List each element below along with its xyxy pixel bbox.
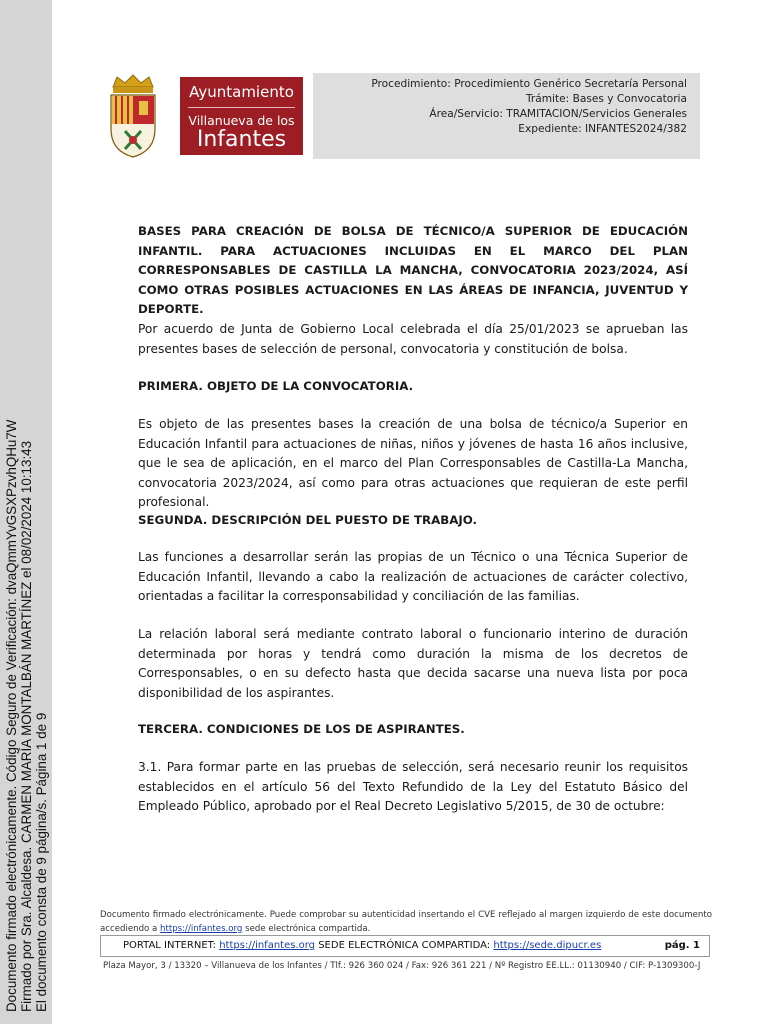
footer-note-suffix: sede electrónica compartida. [242, 923, 371, 934]
footer-verification-note [100, 909, 712, 936]
logo-line-1: Ayuntamiento [189, 83, 294, 101]
page-number: pág. 1 [664, 940, 700, 951]
intro-paragraph: Por acuerdo de Junta de Gobierno Local celebrada el día 25/01/2023 se aprueban las presentes bases de selección de personal, convocatoria y constitución de bolsa. [138, 322, 688, 356]
footer-address: Plaza Mayor, 3 / 13320 – Villanueva de los Infantes / Tlf.: 926 360 024 / Fax: 926 361 221 / Nº Registro EE.LL.: 01130940 / CIF: P-1309300-J [103, 961, 701, 971]
logo-divider [188, 107, 295, 108]
sede-link[interactable]: https://sede.dipucr.es [493, 940, 602, 951]
verification-line-1: Documento firmado electrónicamente. Código Seguro de Verificación: dvaQmmYvGSXPzvhQHu7W [3, 419, 19, 1012]
sede-label: SEDE ELECTRÓNICA COMPARTIDA: [315, 940, 494, 951]
logo-line-3: Infantes [196, 127, 287, 152]
document-title: BASES PARA CREACIÓN DE BOLSA DE TÉCNICO/A SUPERIOR DE EDUCACIÓN INFANTIL. PARA ACTUACIONES INCLUIDAS EN EL MARCO DEL PLAN CORRESPONSABLES DE CASTILLA LA MANCHA, CONVOCATORIA 2023/2024, ASÍ COMO OTRAS POSIBLES ACTUACIONES EN LAS ÁREAS DE INFANCIA, JUVENTUD Y DEPORTE. [138, 224, 688, 316]
verification-text [0, 0, 52, 1024]
municipality-logo [180, 77, 303, 155]
area-servicio-text: Área/Servicio: TRAMITACION/Servicios Generales [429, 108, 687, 120]
section-1-heading: PRIMERA. OBJETO DE LA CONVOCATORIA. [138, 379, 414, 393]
section-1-paragraph: Es objeto de las presentes bases la creación de una bolsa de técnico/a Superior en Educación Infantil para actuaciones de niñas, niños y jóvenes de hasta 16 años inclusive, que le sea de aplicación, en el marco del Plan Corresponsables de Castilla-La Mancha, convocatoria 2023/2024, así como para otras actuaciones que requieran de este perfil profesional. [138, 417, 688, 509]
verification-line-3: El documento consta de 9 página/s. Página 1 de 9 [33, 712, 49, 1012]
tramite-text: Trámite: Bases y Convocatoria [525, 93, 687, 105]
portal-label: PORTAL INTERNET: [123, 940, 220, 951]
expediente-text: Expediente: INFANTES2024/382 [518, 123, 687, 135]
section-2-heading: SEGUNDA. DESCRIPCIÓN DEL PUESTO DE TRABAJO. [138, 513, 478, 527]
footer-note-text: Documento firmado electrónicamente. Puede comprobar su autenticidad insertando el CVE reflejado al margen izquierdo de este documento accediendo a [100, 910, 712, 934]
logo-line-2: Villanueva de los [188, 113, 295, 128]
verification-line-2: Firmado por Sra. Alcaldesa. CARMEN MARÍA MONTALBÁN MARTÍNEZ el 08/02/2024 10:13:43 [18, 440, 34, 1012]
procedimiento-text: Procedimiento: Procedimiento Genérico Secretaría Personal [371, 78, 687, 90]
section-2-paragraph-1: Las funciones a desarrollar serán las propias de un Técnico o una Técnica Superior de Educación Infantil, llevando a cabo la realización de actuaciones de carácter colectivo, orientadas a facilitar la corresponsabilidad y conciliación de las familias. [138, 550, 688, 603]
section-2-paragraph-2: La relación laboral será mediante contrato laboral o funcionario interino de duración determinada por horas y tendrá como duración la misma de los decretos de Corresponsables, o en su defecto hasta que decida sacarse una nueva lista por poca disponibilidad de los aspirantes. [138, 627, 688, 700]
section-3-paragraph-1: 3.1. Para formar parte en las pruebas de selección, será necesario reunir los requisitos establecidos en el artículo 56 del Texto Refundido de la Ley del Estatuto Básico del Empleado Público, aprobado por el Real Decreto Legislativo 5/2015, de 30 de octubre: [138, 760, 688, 813]
portal-link[interactable]: https://infantes.org [219, 940, 316, 951]
footer-note-link[interactable]: https://infantes.org [160, 923, 243, 934]
section-3-heading: TERCERA. CONDICIONES DE LOS DE ASPIRANTES. [138, 722, 465, 736]
procedure-header [313, 73, 700, 159]
signature-sidebar [0, 0, 52, 1024]
portal-bar [100, 935, 710, 957]
